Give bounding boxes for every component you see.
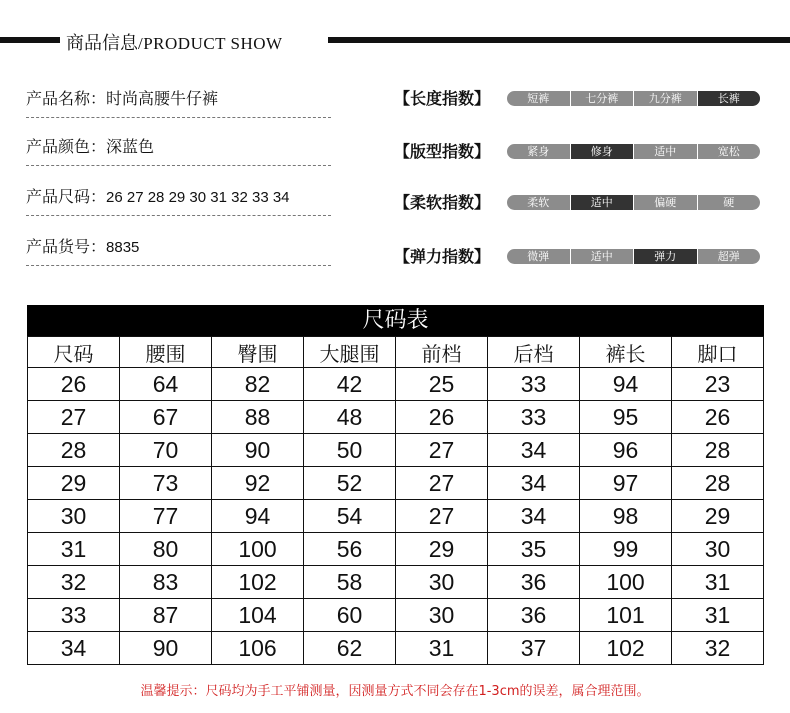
table-cell: 94 <box>212 500 304 533</box>
table-cell: 35 <box>488 533 580 566</box>
header-rule-left <box>0 37 60 43</box>
section-title-cn: 商品信息 <box>66 33 138 54</box>
section-title-en: /PRODUCT SHOW <box>138 34 283 53</box>
table-cell: 64 <box>120 368 212 401</box>
table-cell: 34 <box>488 434 580 467</box>
table-cell: 73 <box>120 467 212 500</box>
index-option: 短裤 <box>527 92 550 105</box>
table-cell: 33 <box>488 368 580 401</box>
table-cell: 90 <box>212 434 304 467</box>
table-cell: 90 <box>120 632 212 665</box>
size-grid <box>27 336 764 665</box>
table-cell: 60 <box>304 599 396 632</box>
column-header: 脚口 <box>672 337 764 368</box>
table-cell: 27 <box>396 500 488 533</box>
column-header: 前档 <box>396 337 488 368</box>
index-scale <box>507 91 760 106</box>
table-cell: 50 <box>304 434 396 467</box>
table-cell: 33 <box>28 599 120 632</box>
table-cell: 94 <box>580 368 672 401</box>
info-label: 产品货号： <box>26 237 107 256</box>
info-value: 深蓝色 <box>106 137 155 156</box>
section-title <box>66 29 283 55</box>
table-cell: 88 <box>212 401 304 434</box>
index-option: 柔软 <box>527 196 550 209</box>
table-cell: 29 <box>396 533 488 566</box>
table-row <box>28 632 764 665</box>
table-cell: 48 <box>304 401 396 434</box>
index-option: 适中 <box>570 195 634 210</box>
table-cell: 82 <box>212 368 304 401</box>
table-cell: 27 <box>28 401 120 434</box>
size-table <box>27 305 764 665</box>
column-header: 裤长 <box>580 337 672 368</box>
info-value: 时尚高腰牛仔裤 <box>106 89 219 108</box>
index-scale <box>507 195 760 210</box>
index-label: 【版型指数】 <box>394 142 491 161</box>
table-cell: 30 <box>396 599 488 632</box>
info-label: 产品尺码： <box>26 187 107 206</box>
table-cell: 100 <box>212 533 304 566</box>
table-cell: 80 <box>120 533 212 566</box>
column-header: 腰围 <box>120 337 212 368</box>
table-cell: 83 <box>120 566 212 599</box>
table-row <box>28 368 764 401</box>
table-cell: 104 <box>212 599 304 632</box>
table-cell: 31 <box>672 566 764 599</box>
index-option: 弹力 <box>633 249 697 264</box>
size-table-title: 尺码表 <box>27 305 764 336</box>
column-header: 大腿围 <box>304 337 396 368</box>
table-cell: 30 <box>396 566 488 599</box>
header-rule-right <box>328 37 790 43</box>
measurement-note: 温馨提示：尺码均为手工平铺测量，因测量方式不同会存在1-3cm的误差，属合理范围。 <box>140 684 650 699</box>
table-cell: 28 <box>672 434 764 467</box>
table-cell: 102 <box>580 632 672 665</box>
dashed-divider <box>26 117 331 118</box>
column-header: 臀围 <box>212 337 304 368</box>
table-cell: 106 <box>212 632 304 665</box>
table-cell: 28 <box>28 434 120 467</box>
table-cell: 23 <box>672 368 764 401</box>
table-cell: 28 <box>672 467 764 500</box>
index-option: 七分裤 <box>570 91 634 106</box>
table-cell: 87 <box>120 599 212 632</box>
info-value: 26 27 28 29 30 31 32 33 34 <box>106 189 290 206</box>
table-cell: 27 <box>396 467 488 500</box>
table-cell: 70 <box>120 434 212 467</box>
index-scale <box>507 249 760 264</box>
table-cell: 34 <box>488 500 580 533</box>
table-row <box>28 467 764 500</box>
table-cell: 37 <box>488 632 580 665</box>
table-header-row <box>28 337 764 368</box>
table-cell: 32 <box>672 632 764 665</box>
table-cell: 100 <box>580 566 672 599</box>
index-label: 【弹力指数】 <box>394 247 491 266</box>
table-cell: 34 <box>488 467 580 500</box>
index-option: 适中 <box>570 249 634 264</box>
index-option: 硬 <box>697 195 761 210</box>
info-row-name <box>26 82 331 118</box>
table-cell: 97 <box>580 467 672 500</box>
info-label: 产品名称： <box>26 89 107 108</box>
table-cell: 33 <box>488 401 580 434</box>
table-cell: 95 <box>580 401 672 434</box>
index-label: 【长度指数】 <box>394 89 491 108</box>
info-row-sku <box>26 230 331 266</box>
table-cell: 99 <box>580 533 672 566</box>
table-cell: 31 <box>28 533 120 566</box>
length-index <box>394 86 766 110</box>
table-row <box>28 533 764 566</box>
info-label: 产品颜色： <box>26 137 107 156</box>
index-option: 超弹 <box>697 249 761 264</box>
table-cell: 102 <box>212 566 304 599</box>
table-cell: 92 <box>212 467 304 500</box>
table-cell: 77 <box>120 500 212 533</box>
table-cell: 58 <box>304 566 396 599</box>
table-cell: 67 <box>120 401 212 434</box>
table-cell: 29 <box>672 500 764 533</box>
table-cell: 30 <box>672 533 764 566</box>
table-cell: 32 <box>28 566 120 599</box>
index-label: 【柔软指数】 <box>394 193 491 212</box>
index-option: 紧身 <box>527 145 550 158</box>
table-cell: 31 <box>396 632 488 665</box>
index-option: 适中 <box>633 144 697 159</box>
table-cell: 62 <box>304 632 396 665</box>
table-cell: 52 <box>304 467 396 500</box>
softness-index <box>394 190 766 214</box>
table-cell: 27 <box>396 434 488 467</box>
table-cell: 96 <box>580 434 672 467</box>
index-option: 修身 <box>570 144 634 159</box>
index-option: 宽松 <box>697 144 761 159</box>
table-cell: 30 <box>28 500 120 533</box>
stretch-index <box>394 244 766 268</box>
table-cell: 98 <box>580 500 672 533</box>
dashed-divider <box>26 265 331 266</box>
table-cell: 26 <box>672 401 764 434</box>
dashed-divider <box>26 215 331 216</box>
index-scale <box>507 144 760 159</box>
index-option: 微弹 <box>527 250 550 263</box>
info-row-size <box>26 180 331 216</box>
index-option: 九分裤 <box>633 91 697 106</box>
column-header: 尺码 <box>28 337 120 368</box>
table-cell: 36 <box>488 566 580 599</box>
index-option: 偏硬 <box>633 195 697 210</box>
index-option: 长裤 <box>697 91 761 106</box>
info-value: 8835 <box>106 239 140 256</box>
dashed-divider <box>26 165 331 166</box>
table-row <box>28 500 764 533</box>
table-cell: 101 <box>580 599 672 632</box>
table-cell: 42 <box>304 368 396 401</box>
table-cell: 31 <box>672 599 764 632</box>
table-cell: 56 <box>304 533 396 566</box>
table-cell: 26 <box>28 368 120 401</box>
table-cell: 29 <box>28 467 120 500</box>
table-cell: 54 <box>304 500 396 533</box>
table-cell: 36 <box>488 599 580 632</box>
table-row <box>28 401 764 434</box>
fit-index <box>394 139 766 163</box>
table-cell: 34 <box>28 632 120 665</box>
info-row-color <box>26 130 331 166</box>
column-header: 后档 <box>488 337 580 368</box>
table-row <box>28 434 764 467</box>
table-cell: 26 <box>396 401 488 434</box>
table-row <box>28 566 764 599</box>
section-header <box>0 28 790 54</box>
table-row <box>28 599 764 632</box>
table-cell: 25 <box>396 368 488 401</box>
